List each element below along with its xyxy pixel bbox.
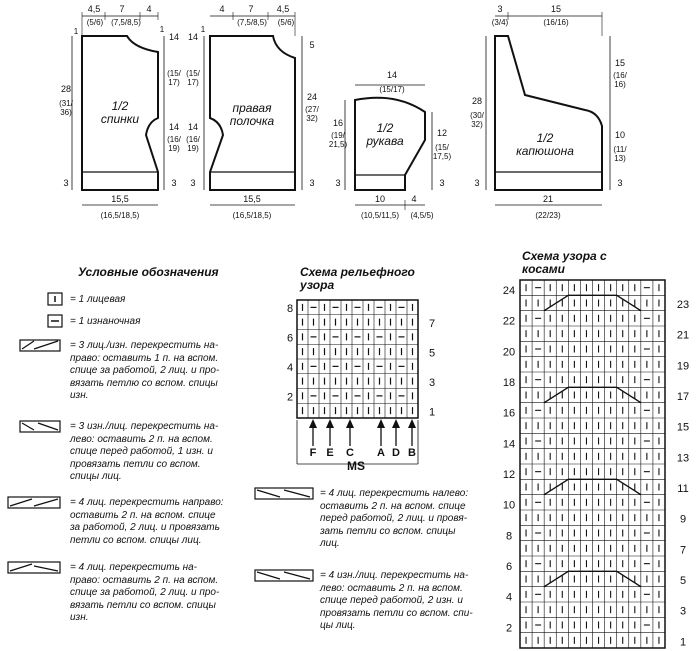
relief-arrow-head [377,419,385,428]
hood-top-w1: 3 [497,4,503,14]
back-right-a: 14 [168,32,180,42]
front-top-w3b: (5/6) [277,18,295,27]
front-bottom-w: 15,5 [243,194,261,204]
cable-row-label-left: 12 [502,469,516,481]
hood-diagram [486,12,610,205]
relief-arrow-label: F [309,447,317,459]
relief-row-label-right: 3 [428,377,436,389]
front-top-w1: 4 [219,4,225,14]
sleeve-bottom-w2: 4 [411,194,417,204]
relief-ms-label: MS [347,459,365,473]
relief-arrow-head [346,419,354,428]
hood-right-c: 3 [617,178,623,188]
cable-row-label-left: 10 [502,499,516,512]
back-left-hb: (31/ 36) [59,99,73,117]
hood-bottom-wb: (22/23) [535,211,561,220]
sleeve-right-ab: (15/ 17,5) [432,143,452,161]
relief-arrow-label: C [346,447,354,459]
sleeve-top-wb: (15/17) [379,85,405,94]
front-right-c: 3 [309,178,315,188]
relief-arrow-label: B [408,447,416,459]
relief-row-label-right: 5 [428,347,436,360]
back-top-w1: 4,5 [87,4,101,14]
cable-row-label-left: 6 [505,561,513,573]
back-top-w2b: (7,5/8,5) [111,18,141,27]
cable-row-label-left: 22 [502,315,516,328]
hood-top-w1b: (3/4) [491,18,509,27]
cable-row-label-right: 3 [679,605,687,618]
hood-left-h: 28 [471,96,483,106]
hood-top-w2: 15 [550,4,562,14]
back-right-ab: (15/ 17) [167,69,181,87]
back-left-small: 1 [73,27,79,36]
hood-bottom-w: 21 [542,194,554,204]
cable-row-label-right: 1 [679,636,687,649]
front-right-bb: (27/ 32) [305,105,319,123]
cable-row-label-left: 24 [502,285,516,297]
hood-piece-label: 1/2 капюшона [516,131,574,158]
cable-row-label-right: 21 [676,329,690,342]
legend-item-cross-3-right: = 3 лиц./изн. перекрестить на- право: оставить 1 п. на вспом. спице за работой, 2 лиц. и про- вязать петлю со вспом. спицы изн. [70,340,220,401]
legend-item-knit: = 1 лицевая [70,294,126,305]
hood-right-b: 10 [614,130,626,140]
relief-arrow-label: E [326,447,334,459]
sleeve-left-a: 16 [332,118,344,128]
hood-right-ab: (16/ 16) [613,71,627,89]
front-left-ab: (15/ 17) [186,69,200,87]
front-bottom-wb: (16,5/18,5) [232,211,272,220]
cable-pattern-chart [520,280,665,648]
relief-row-label-right: 7 [428,318,436,330]
back-right-c: 3 [171,178,177,188]
relief-arrow-head [392,419,400,428]
cable-row-label-right: 13 [676,452,690,465]
legend-item-cross-4-left: = 4 лиц. перекрестить налево: оставить 2 п. на вспом. спице перед работой, 2 лиц. и провя- зать петли со вспом. спицы лиц. [320,488,469,549]
cable-row-label-right: 9 [679,513,687,526]
relief-arrow-label: A [377,447,385,459]
front-left-a: 14 [187,32,199,42]
front-piece-label: правая полочка [229,101,275,128]
sleeve-bottom-w2b: (4,5/5) [410,211,434,220]
legend-item-cross-4-right: = 4 лиц. перекрестить направо: оставить 2 п. на вспом. спице за работой, 2 лиц. и провязать петли со вспом. спицы лиц. [70,497,224,546]
front-left-b: 14 [187,122,199,132]
front-left-top: 1 [200,25,206,34]
legend-title: Условные обозначения [78,265,219,279]
cable-row-label-right: 7 [679,544,687,557]
back-top-w3: 4 [146,4,152,14]
cable-row-label-left: 20 [502,346,516,359]
back-left-h: 28 [60,84,72,94]
cable-row-label-right: 5 [679,575,687,587]
sleeve-top-w: 14 [386,70,398,80]
back-bottom-w: 15,5 [111,194,129,204]
hood-top-w2b: (16/16) [543,18,569,27]
back-top-w2: 7 [119,4,125,14]
legend-item-cross-3-left: = 3 изн./лиц. перекрестить на- лево: оставить 2 п. на вспом. спице перед работой, 1 изн. и провязать петли со вспом. спицы лиц. [70,421,219,482]
front-top-w2b: (7,5/8,5) [237,18,267,27]
relief-row-label-left: 6 [286,332,294,345]
relief-pattern-chart [297,300,418,464]
relief-row-label-left: 4 [286,362,294,374]
relief-arrow-head [309,419,317,428]
front-top-w3: 4,5 [276,4,290,14]
sleeve-left-ab: (19/ 21,5) [328,131,348,149]
cable-row-label-right: 15 [676,421,690,434]
back-top-w1b: (5/6) [86,18,104,27]
front-top-w2: 7 [248,4,254,14]
back-bottom-wb: (16,5/18,5) [100,211,140,220]
cable-row-label-left: 18 [502,377,516,389]
legend-item-purl: = 1 изнаночная [70,316,141,327]
sleeve-left-c: 3 [335,178,341,188]
relief-row-label-left: 2 [286,391,294,404]
back-right-b: 14 [168,122,180,132]
relief-row-label-right: 1 [428,406,436,419]
hood-left-hb: (30/ 32) [470,111,484,129]
hood-right-bb: (11/ 13) [613,145,627,163]
cable-row-label-left: 4 [505,591,513,604]
front-left-bb: (16/ 19) [186,135,200,153]
cable-row-label-left: 8 [505,530,513,543]
back-right-bb: (16/ 19) [167,135,181,153]
cable-row-label-left: 16 [502,407,516,420]
back-left-cuff: 3 [63,178,69,188]
sleeve-piece-label: 1/2 рукава [366,121,404,148]
cable-chart-title: Схема узора с косами [522,249,607,276]
relief-row-label-left: 8 [286,303,294,315]
front-right-a: 5 [309,40,315,50]
front-left-c: 3 [190,178,196,188]
front-right-b: 24 [306,92,318,102]
sleeve-right-c: 3 [439,178,445,188]
sleeve-bottom-w1: 10 [374,194,386,204]
hood-right-a: 15 [614,58,626,68]
cable-row-label-left: 2 [505,622,513,635]
cable-row-label-right: 23 [676,299,690,311]
sleeve-right-a: 12 [436,128,448,138]
sleeve-bottom-w1b: (10,5/11,5) [360,211,400,220]
cable-row-label-left: 14 [502,438,516,451]
back-right-top: 1 [159,25,165,34]
relief-chart-title: Схема рельефного узора [300,265,415,292]
legend-item-cross-4-left-purl: = 4 изн./лиц. перекрестить на- лево: оставить 2 п. на вспом. спице перед работой, 2 изн. и провязать петли со вспом. спи- цы лиц. [320,570,473,631]
cable-row-label-right: 11 [677,483,689,495]
relief-arrow-head [326,419,334,428]
back-piece-label: 1/2 спинки [100,99,140,126]
legend-item-cross-4-right-purl: = 4 лиц. перекрестить на- право: оставить 2 п. на вспом. спице за работой, 2 лиц. и про- вязать петли со вспом. спицы изн. [70,562,220,623]
cable-row-label-right: 19 [676,360,690,373]
relief-arrow-head [408,419,416,428]
relief-arrow-label: D [392,447,400,459]
cable-row-label-right: 17 [676,391,690,403]
hood-left-c: 3 [474,178,480,188]
